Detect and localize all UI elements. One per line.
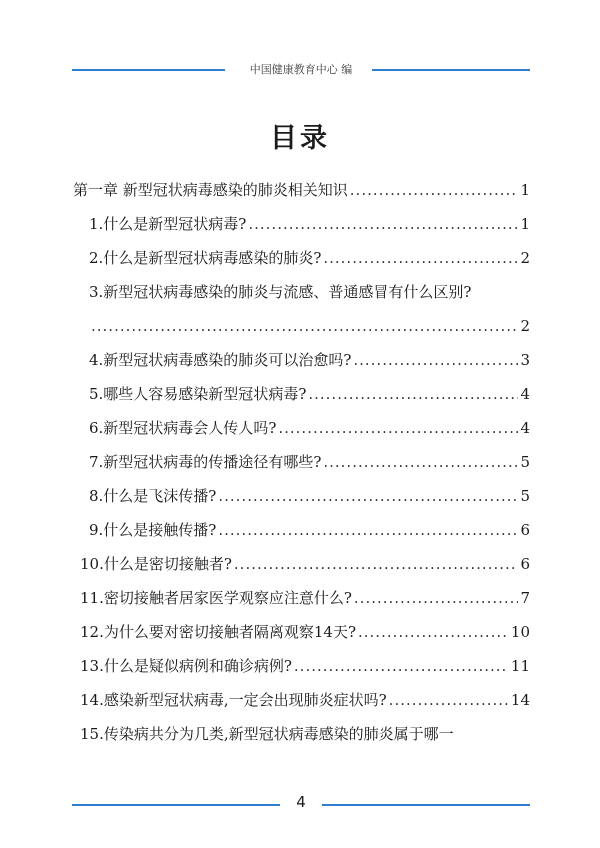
toc-entry-label: 7.新型冠状病毒的传播途径有哪些? (89, 453, 322, 471)
toc-entry-label: 4.新型冠状病毒感染的肺炎可以治愈吗? (89, 351, 352, 369)
toc-leader-dots (389, 686, 509, 714)
toc-entry-3[interactable] (89, 278, 530, 306)
toc-leader-dots (91, 312, 518, 340)
toc-leader-dots (248, 210, 518, 238)
toc-page-number: 2 (520, 249, 530, 267)
page-footer (72, 793, 530, 817)
toc-entry-label: 1.什么是新型冠状病毒? (89, 215, 247, 233)
toc-entry-label: 10.什么是密切接触者? (80, 555, 232, 573)
toc-page-number: 14 (510, 691, 530, 709)
toc-entry-label: 15.传染病共分为几类,新型冠状病毒感染的肺炎属于哪一 (80, 725, 454, 743)
footer-rule-right (322, 804, 530, 806)
toc-leader-dots (358, 618, 509, 646)
toc-entry-8[interactable] (89, 482, 530, 510)
toc-page-number: 1 (520, 215, 530, 233)
toc-leader-dots (323, 448, 518, 476)
toc-leader-dots (323, 244, 518, 272)
toc-page-number: 5 (520, 487, 530, 505)
toc-entry-label: 12.为什么要对密切接触者隔离观察14天? (80, 623, 356, 641)
toc-page-number: 3 (520, 351, 530, 369)
toc-chapter-1[interactable] (73, 176, 530, 204)
toc-entry-label: 6.新型冠状病毒会人传人吗? (89, 419, 277, 437)
toc-leader-dots (218, 482, 518, 510)
page-header (72, 58, 530, 82)
toc-entry-6[interactable] (89, 414, 530, 442)
toc-entry-1[interactable] (89, 210, 530, 238)
toc-entry-14[interactable] (80, 686, 530, 714)
toc-entry-label: 3.新型冠状病毒感染的肺炎与流感、普通感冒有什么区别? (89, 283, 472, 301)
toc-entry-label: 13.什么是疑似病例和确诊病例? (80, 657, 292, 675)
toc-entry-label: 9.什么是接触传播? (89, 521, 217, 539)
toc-entry-9[interactable] (89, 516, 530, 544)
publisher-label: 中国健康教育中心 编 (249, 63, 353, 76)
toc-page-number: 11 (510, 657, 530, 675)
toc-entry-2[interactable] (89, 244, 530, 272)
toc-leader-dots (234, 550, 519, 578)
toc-entry-5[interactable] (89, 380, 530, 408)
toc-page-number: 2 (520, 317, 530, 335)
toc-leader-dots (353, 346, 518, 374)
toc-page-number: 10 (510, 623, 530, 641)
toc-page-number: 7 (520, 589, 530, 607)
toc-page-number: 5 (520, 453, 530, 471)
toc-leader-dots (354, 584, 519, 612)
toc-entry-label: 5.哪些人容易感染新型冠状病毒? (89, 385, 307, 403)
toc-entry-10[interactable] (80, 550, 530, 578)
toc-entry-label: 第一章 新型冠状病毒感染的肺炎相关知识 (73, 181, 348, 199)
toc-entry-3-continued[interactable] (89, 312, 530, 340)
toc-page-number: 6 (520, 521, 530, 539)
toc-entry-label: 14.感染新型冠状病毒,一定会出现肺炎症状吗? (80, 691, 387, 709)
toc-entry-label: 11.密切接触者居家医学观察应注意什么? (80, 589, 352, 607)
toc-entry-4[interactable] (89, 346, 530, 374)
toc-page-number: 4 (520, 385, 530, 403)
toc-entry-13[interactable] (80, 652, 530, 680)
page-title: 目录 (270, 123, 330, 154)
toc-leader-dots (350, 176, 519, 204)
header-rule-right (372, 69, 530, 71)
toc-entry-label: 8.什么是飞沫传播? (89, 487, 217, 505)
toc-page-number: 6 (520, 555, 530, 573)
toc-entry-15[interactable] (80, 720, 530, 748)
toc-entry-7[interactable] (89, 448, 530, 476)
toc-leader-dots (308, 380, 518, 408)
toc-leader-dots (294, 652, 509, 680)
toc-leader-dots (218, 516, 518, 544)
toc-page-number: 4 (520, 419, 530, 437)
toc-leader-dots (278, 414, 518, 442)
toc-entry-11[interactable] (80, 584, 530, 612)
toc-page-number: 1 (520, 181, 530, 199)
page-number: 4 (296, 793, 306, 811)
toc-entry-12[interactable] (80, 618, 530, 646)
toc-entry-label: 2.什么是新型冠状病毒感染的肺炎? (89, 249, 322, 267)
